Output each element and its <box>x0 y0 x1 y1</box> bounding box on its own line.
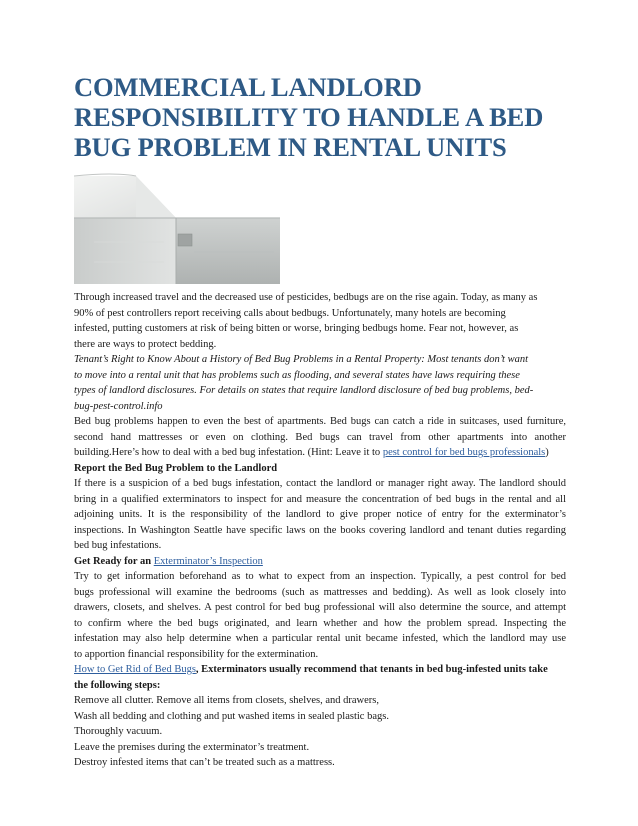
article-body <box>74 290 566 771</box>
paragraph-line: adjoining units. It is the responsibility of the landlord to give proper notice of entry for the exterminator’s <box>74 509 566 520</box>
paragraph-line <box>74 445 566 461</box>
steps-heading-text: the following steps: <box>74 679 161 691</box>
steps-heading <box>74 662 566 678</box>
step-item: Destroy infested items that can’t be treated such as a mattress. <box>74 757 335 768</box>
section-heading-report: Report the Bed Bug Problem to the Landlord <box>74 462 278 474</box>
steps-heading-text: , Exterminators usually recommend that tenants in bed bug-infested units take <box>195 664 548 675</box>
get-rid-of-bed-bugs-link[interactable]: How to Get Rid of Bed Bugs <box>74 664 196 675</box>
heading-text: Get Ready for an <box>74 555 154 567</box>
paragraph-line: infested, putting customers at risk of being bitten or worse, bringing bedbugs home. Fear not, however, as <box>74 323 519 334</box>
paragraph-line: to apportion financial responsibility for the extermination. <box>74 648 319 660</box>
title-line: BUG PROBLEM IN RENTAL UNITS <box>74 132 507 162</box>
step-item: Wash all bedding and clothing and put washed items in sealed plastic bags. <box>74 710 389 722</box>
section-heading-ready <box>74 554 566 570</box>
pest-control-link[interactable]: pest control for bed bugs professionals <box>382 447 546 458</box>
paragraph-text: ) <box>545 447 549 458</box>
paragraph-line: Bed bug problems happen to even the best of apartments. Bed bugs can catch a ride in suitcases, used furniture, <box>74 416 566 427</box>
paragraph-line: Through increased travel and the decreased use of pesticides, bedbugs are on the rise again. Today, as many as <box>74 292 538 303</box>
paragraph-line: drawers, closets, and shelves. A pest control for bed bug professional will also determine the source, and attempt <box>74 602 566 613</box>
title-line: COMMERCIAL LANDLORD <box>74 72 422 102</box>
paragraph-line: second hand mattresses or even on clothing. Bed bugs can travel from other apartments into another <box>74 431 566 443</box>
step-item: Thoroughly vacuum. <box>74 726 163 737</box>
paragraph-text: building.Here’s how to deal with a bed bug infestation. (Hint: Leave it to <box>74 447 383 458</box>
document-title <box>74 72 574 162</box>
italic-paragraph-line: types of landlord disclosures. For details on states that require landlord disclosure of bed bug problems, bed- <box>74 385 534 396</box>
paragraph-line: bed bug infestations. <box>74 540 162 551</box>
italic-paragraph-line: to move into a rental unit that has problems such as flooding, and several states have laws requiring these <box>74 369 520 381</box>
paragraph-line: 90% of pest controllers report receiving calls about bedbugs. Unfortunately, many hotels are becoming <box>74 307 506 319</box>
paragraph-line: inspections. In Washington Seattle have specific laws on the books covering landlord and tenant duties regarding <box>74 524 566 536</box>
title-line: RESPONSIBILITY TO HANDLE A BED <box>74 102 544 132</box>
paragraph-line: If there is a suspicion of a bed bugs infestation, contact the landlord or manager right away. The landlord should <box>74 478 566 489</box>
paragraph-line: bugs professional will examine the bedrooms (such as mattresses and bedding). As well as look closely into <box>74 586 566 598</box>
paragraph-line: bring in a qualified exterminators to inspect for and measure the concentration of bed bugs in the rental and all <box>74 493 566 505</box>
paragraph-line: Try to get information beforehand as to what to expect from an inspection. Typically, a pest control for bed <box>74 571 566 582</box>
exterminator-inspection-link[interactable]: Exterminator’s Inspection <box>153 555 263 567</box>
paragraph-line: infestation may also help determine when a particular rental unit became infested, which the landlord may use <box>74 633 566 644</box>
paragraph-line: there are ways to protect bedding. <box>74 338 217 350</box>
paragraph-line: to confirm where the bed bugs originated, and learn whether and how the problem spread. Inspecting the <box>74 617 566 629</box>
italic-paragraph-line: bug-pest-control.info <box>74 400 163 412</box>
step-item: Leave the premises during the exterminator’s treatment. <box>74 741 310 753</box>
step-item: Remove all clutter. Remove all items from closets, shelves, and drawers, <box>74 695 380 706</box>
mattress-encasement-image <box>74 172 280 284</box>
italic-paragraph-line: Tenant’s Right to Know About a History of Bed Bug Problems in a Rental Property: Most tenants don’t want <box>74 354 529 365</box>
